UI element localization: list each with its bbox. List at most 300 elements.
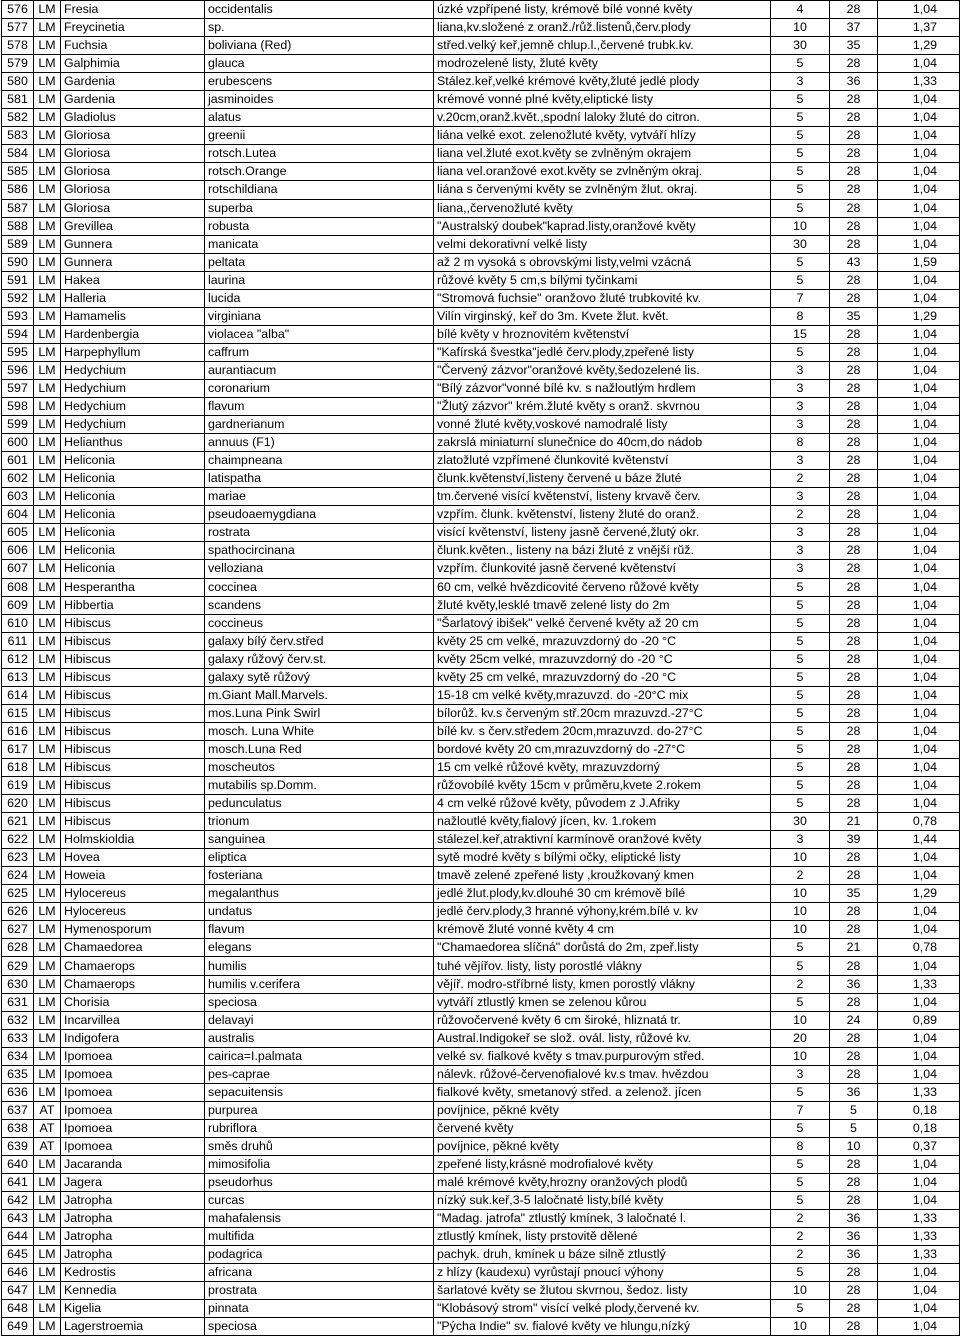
item-number-cell: 589 [2, 235, 34, 253]
item-number-cell: 637 [2, 1101, 34, 1119]
species-cell: pseudorhus [205, 1174, 434, 1192]
category-code-cell: AT [34, 1119, 61, 1137]
seed-count-cell: 5 [771, 632, 830, 650]
genus-cell: Kigelia [61, 1300, 205, 1318]
item-number-cell: 645 [2, 1246, 34, 1264]
species-cell: peltata [205, 253, 434, 271]
item-number-cell: 646 [2, 1264, 34, 1282]
genus-cell: Galphimia [61, 55, 205, 73]
description-cell: malé krémové květy,hrozny oranžových plodů [434, 1174, 771, 1192]
seed-count-cell: 5 [771, 271, 830, 289]
table-row [2, 127, 960, 145]
category-code-cell: LM [34, 975, 61, 993]
item-number-cell: 649 [2, 1318, 34, 1336]
price-cell: 28 [830, 470, 878, 488]
description-cell: vzpřím. člunkovité jasně červené květenství [434, 560, 771, 578]
category-code-cell: LM [34, 19, 61, 37]
price-eur-cell: 1,04 [878, 758, 960, 776]
description-cell: sytě modré květy s bílými očky, eliptické listy [434, 849, 771, 867]
species-cell: coccinea [205, 578, 434, 596]
category-code-cell: LM [34, 668, 61, 686]
description-cell: bílé květy v hroznovitém květenství [434, 325, 771, 343]
price-eur-cell: 1,04 [878, 722, 960, 740]
table-row [2, 253, 960, 271]
category-code-cell: LM [34, 452, 61, 470]
price-cell: 28 [830, 722, 878, 740]
price-cell: 36 [830, 73, 878, 91]
seed-count-cell: 10 [771, 921, 830, 939]
seed-count-cell: 5 [771, 163, 830, 181]
seed-count-cell: 8 [771, 307, 830, 325]
description-cell: "Australský doubek"kaprad.listy,oranžové květy [434, 217, 771, 235]
category-code-cell: LM [34, 885, 61, 903]
description-cell: tuhé vějířov. listy, listy porostlé vlákny [434, 957, 771, 975]
table-row [2, 416, 960, 434]
seed-count-cell: 5 [771, 181, 830, 199]
seed-count-cell: 7 [771, 289, 830, 307]
genus-cell: Chorisia [61, 993, 205, 1011]
description-cell: nažloutlé květy,fialový jícen, kv. 1.rokem [434, 813, 771, 831]
description-cell: tm.červené visící květenství, listeny krvavě červ. [434, 488, 771, 506]
species-cell: humilis v.cerifera [205, 975, 434, 993]
species-cell: eliptica [205, 849, 434, 867]
price-cell: 10 [830, 1137, 878, 1155]
category-code-cell: LM [34, 1065, 61, 1083]
item-number-cell: 639 [2, 1137, 34, 1155]
price-eur-cell: 1,33 [878, 1210, 960, 1228]
genus-cell: Lagerstroemia [61, 1318, 205, 1336]
category-code-cell: LM [34, 524, 61, 542]
price-eur-cell: 1,04 [878, 596, 960, 614]
price-cell: 28 [830, 686, 878, 704]
table-row [2, 1065, 960, 1083]
price-cell: 35 [830, 885, 878, 903]
genus-cell: Hibiscus [61, 650, 205, 668]
species-cell: annuus (F1) [205, 434, 434, 452]
seed-count-cell: 2 [771, 867, 830, 885]
species-cell: flavum [205, 398, 434, 416]
table-row [2, 1083, 960, 1101]
species-cell: virginiana [205, 307, 434, 325]
category-code-cell: LM [34, 578, 61, 596]
seed-count-cell: 5 [771, 939, 830, 957]
item-number-cell: 618 [2, 758, 34, 776]
price-eur-cell: 0,18 [878, 1119, 960, 1137]
description-cell: květy 25 cm velké, mrazuvzdorný do -20 °C [434, 632, 771, 650]
category-code-cell: LM [34, 434, 61, 452]
item-number-cell: 630 [2, 975, 34, 993]
price-cell: 28 [830, 542, 878, 560]
item-number-cell: 636 [2, 1083, 34, 1101]
price-eur-cell: 1,04 [878, 921, 960, 939]
description-cell: visící květenství, listeny jasně červené,žlutý okr. [434, 524, 771, 542]
category-code-cell: LM [34, 849, 61, 867]
category-code-cell: LM [34, 1300, 61, 1318]
genus-cell: Hibbertia [61, 596, 205, 614]
price-eur-cell: 1,04 [878, 542, 960, 560]
table-row [2, 1119, 960, 1137]
price-cell: 36 [830, 1246, 878, 1264]
genus-cell: Hylocereus [61, 903, 205, 921]
price-cell: 28 [830, 758, 878, 776]
item-number-cell: 604 [2, 506, 34, 524]
category-code-cell: LM [34, 217, 61, 235]
species-cell: prostrata [205, 1282, 434, 1300]
seed-count-cell: 5 [771, 777, 830, 795]
genus-cell: Jatropha [61, 1228, 205, 1246]
description-cell: Austral.Indigokeř se slož. ovál. listy, růžové kv. [434, 1029, 771, 1047]
genus-cell: Helianthus [61, 434, 205, 452]
genus-cell: Ipomoea [61, 1083, 205, 1101]
table-row [2, 55, 960, 73]
price-cell: 28 [830, 416, 878, 434]
category-code-cell: LM [34, 1029, 61, 1047]
price-eur-cell: 1,04 [878, 235, 960, 253]
price-eur-cell: 0,78 [878, 813, 960, 831]
price-eur-cell: 1,04 [878, 1192, 960, 1210]
description-cell: bordové květy 20 cm,mrazuvzdorný do -27°C [434, 740, 771, 758]
price-cell: 43 [830, 253, 878, 271]
price-cell: 28 [830, 921, 878, 939]
item-number-cell: 594 [2, 325, 34, 343]
item-number-cell: 580 [2, 73, 34, 91]
price-cell: 35 [830, 307, 878, 325]
price-eur-cell: 1,04 [878, 361, 960, 379]
price-eur-cell: 1,04 [878, 957, 960, 975]
genus-cell: Hedychium [61, 416, 205, 434]
price-eur-cell: 1,04 [878, 686, 960, 704]
genus-cell: Chamaedorea [61, 939, 205, 957]
description-cell: "Šarlatový ibišek" velké červené květy až 20 cm [434, 614, 771, 632]
seed-count-cell: 5 [771, 55, 830, 73]
description-cell: modrozelené listy, žluté květy [434, 55, 771, 73]
genus-cell: Hibiscus [61, 722, 205, 740]
table-row [2, 145, 960, 163]
description-cell: růžové květy 5 cm,s bílými tyčinkami [434, 271, 771, 289]
seed-count-cell: 5 [771, 1264, 830, 1282]
price-cell: 28 [830, 434, 878, 452]
category-code-cell: LM [34, 1210, 61, 1228]
seed-count-cell: 2 [771, 1246, 830, 1264]
seed-count-cell: 15 [771, 325, 830, 343]
item-number-cell: 586 [2, 181, 34, 199]
price-cell: 28 [830, 650, 878, 668]
description-cell: květy 25 cm velké, mrazuvzdorný do -20 °C [434, 668, 771, 686]
genus-cell: Jatropha [61, 1210, 205, 1228]
seed-count-cell: 2 [771, 506, 830, 524]
genus-cell: Hibiscus [61, 777, 205, 795]
species-cell: latispatha [205, 470, 434, 488]
category-code-cell: LM [34, 1, 61, 19]
price-cell: 28 [830, 740, 878, 758]
price-cell: 28 [830, 614, 878, 632]
genus-cell: Kedrostis [61, 1264, 205, 1282]
seed-count-cell: 5 [771, 722, 830, 740]
price-eur-cell: 1,04 [878, 1156, 960, 1174]
item-number-cell: 595 [2, 343, 34, 361]
price-cell: 28 [830, 1156, 878, 1174]
genus-cell: Hardenbergia [61, 325, 205, 343]
species-cell: mutabilis sp.Domm. [205, 777, 434, 795]
price-eur-cell: 1,59 [878, 253, 960, 271]
seed-count-cell: 3 [771, 488, 830, 506]
species-cell: elegans [205, 939, 434, 957]
species-cell: speciosa [205, 1318, 434, 1336]
item-number-cell: 591 [2, 271, 34, 289]
price-eur-cell: 1,04 [878, 181, 960, 199]
price-cell: 24 [830, 1011, 878, 1029]
item-number-cell: 640 [2, 1156, 34, 1174]
table-row [2, 361, 960, 379]
category-code-cell: LM [34, 1083, 61, 1101]
price-eur-cell: 1,04 [878, 470, 960, 488]
price-eur-cell: 1,04 [878, 506, 960, 524]
species-cell: sp. [205, 19, 434, 37]
genus-cell: Hedychium [61, 361, 205, 379]
table-row [2, 632, 960, 650]
item-number-cell: 593 [2, 307, 34, 325]
seed-count-cell: 5 [771, 668, 830, 686]
table-row [2, 903, 960, 921]
table-row [2, 1047, 960, 1065]
species-cell: curcas [205, 1192, 434, 1210]
item-number-cell: 607 [2, 560, 34, 578]
price-cell: 28 [830, 398, 878, 416]
species-cell: violacea "alba" [205, 325, 434, 343]
category-code-cell: LM [34, 379, 61, 397]
species-cell: flavum [205, 921, 434, 939]
description-cell: "Bílý zázvor"vonné bílé kv. s nažloutlým hrdlem [434, 379, 771, 397]
description-cell: "Stromová fuchsie" oranžovo žluté trubkovité kv. [434, 289, 771, 307]
category-code-cell: LM [34, 271, 61, 289]
item-number-cell: 601 [2, 452, 34, 470]
price-cell: 28 [830, 1282, 878, 1300]
category-code-cell: LM [34, 1246, 61, 1264]
price-eur-cell: 1,44 [878, 831, 960, 849]
price-eur-cell: 1,04 [878, 163, 960, 181]
description-cell: Stález.keř,velké krémové květy,žluté jedlé plody [434, 73, 771, 91]
seed-count-cell: 5 [771, 109, 830, 127]
seed-count-cell: 2 [771, 1228, 830, 1246]
category-code-cell: LM [34, 289, 61, 307]
seed-count-cell: 5 [771, 795, 830, 813]
table-row [2, 488, 960, 506]
price-cell: 28 [830, 235, 878, 253]
item-number-cell: 585 [2, 163, 34, 181]
species-cell: coronarium [205, 379, 434, 397]
category-code-cell: LM [34, 831, 61, 849]
price-cell: 28 [830, 560, 878, 578]
table-row [2, 524, 960, 542]
table-row [2, 1011, 960, 1029]
species-cell: delavayi [205, 1011, 434, 1029]
category-code-cell: LM [34, 199, 61, 217]
price-eur-cell: 1,04 [878, 668, 960, 686]
genus-cell: Hibiscus [61, 614, 205, 632]
seed-count-cell: 5 [771, 145, 830, 163]
table-row [2, 1300, 960, 1318]
seed-count-cell: 2 [771, 470, 830, 488]
item-number-cell: 624 [2, 867, 34, 885]
table-row [2, 1137, 960, 1155]
seed-count-cell: 10 [771, 903, 830, 921]
price-cell: 28 [830, 379, 878, 397]
category-code-cell: LM [34, 307, 61, 325]
genus-cell: Indigofera [61, 1029, 205, 1047]
price-eur-cell: 1,29 [878, 885, 960, 903]
category-code-cell: LM [34, 1318, 61, 1336]
genus-cell: Heliconia [61, 542, 205, 560]
genus-cell: Fresia [61, 1, 205, 19]
item-number-cell: 578 [2, 37, 34, 55]
price-cell: 28 [830, 55, 878, 73]
seed-count-cell: 5 [771, 758, 830, 776]
species-cell: erubescens [205, 73, 434, 91]
item-number-cell: 609 [2, 596, 34, 614]
table-row [2, 398, 960, 416]
description-cell: vonné žluté květy,voskové namodralé listy [434, 416, 771, 434]
price-cell: 28 [830, 199, 878, 217]
description-cell: růžovočervené květy 6 cm široké, hliznatá tr. [434, 1011, 771, 1029]
description-cell: vzpřím. člunk. květenství, listeny žluté do oranž. [434, 506, 771, 524]
description-cell: stálezel.keř,atraktivní karmínově oranžové květy [434, 831, 771, 849]
item-number-cell: 612 [2, 650, 34, 668]
seed-count-cell: 8 [771, 434, 830, 452]
genus-cell: Incarvillea [61, 1011, 205, 1029]
genus-cell: Gloriosa [61, 199, 205, 217]
genus-cell: Chamaerops [61, 957, 205, 975]
description-cell: růžovobílé květy 15cm v průměru,kvete 2.rokem [434, 777, 771, 795]
description-cell: liana,kv.složené z oranž./růž.listenů,červ.plody [434, 19, 771, 37]
description-cell: pachyk. druh, kmínek u báze silně ztlustlý [434, 1246, 771, 1264]
category-code-cell: LM [34, 614, 61, 632]
seed-count-cell: 3 [771, 524, 830, 542]
genus-cell: Hedychium [61, 379, 205, 397]
price-eur-cell: 0,78 [878, 939, 960, 957]
price-cell: 28 [830, 1318, 878, 1336]
item-number-cell: 643 [2, 1210, 34, 1228]
price-cell: 28 [830, 145, 878, 163]
description-cell: liána s červenými květy se zvlněným žlut. okraj. [434, 181, 771, 199]
price-cell: 28 [830, 488, 878, 506]
category-code-cell: LM [34, 1282, 61, 1300]
table-row [2, 325, 960, 343]
price-cell: 28 [830, 325, 878, 343]
price-cell: 36 [830, 975, 878, 993]
seed-count-cell: 5 [771, 91, 830, 109]
price-cell: 37 [830, 19, 878, 37]
species-cell: coccineus [205, 614, 434, 632]
table-row [2, 181, 960, 199]
table-row [2, 73, 960, 91]
seed-count-cell: 5 [771, 740, 830, 758]
price-eur-cell: 1,04 [878, 379, 960, 397]
category-code-cell: LM [34, 1174, 61, 1192]
price-cell: 28 [830, 271, 878, 289]
seed-count-cell: 5 [771, 957, 830, 975]
price-eur-cell: 1,33 [878, 73, 960, 91]
seed-count-cell: 10 [771, 217, 830, 235]
table-row [2, 343, 960, 361]
species-cell: velloziana [205, 560, 434, 578]
seed-count-cell: 3 [771, 416, 830, 434]
genus-cell: Ipomoea [61, 1065, 205, 1083]
description-cell: velké sv. fialkové květy s tmav.purpurovým střed. [434, 1047, 771, 1065]
genus-cell: Halleria [61, 289, 205, 307]
item-number-cell: 638 [2, 1119, 34, 1137]
item-number-cell: 642 [2, 1192, 34, 1210]
species-cell: megalanthus [205, 885, 434, 903]
price-cell: 28 [830, 777, 878, 795]
description-cell: "Madag. jatrofa" ztlustlý kmínek, 3 laločnaté l. [434, 1210, 771, 1228]
category-code-cell: LM [34, 758, 61, 776]
table-row [2, 758, 960, 776]
species-cell: spathocircinana [205, 542, 434, 560]
genus-cell: Hymenosporum [61, 921, 205, 939]
species-cell: speciosa [205, 993, 434, 1011]
category-code-cell: LM [34, 560, 61, 578]
category-code-cell: LM [34, 398, 61, 416]
table-row [2, 795, 960, 813]
item-number-cell: 602 [2, 470, 34, 488]
table-row [2, 686, 960, 704]
seed-count-cell: 5 [771, 127, 830, 145]
species-cell: laurina [205, 271, 434, 289]
price-cell: 28 [830, 217, 878, 235]
seed-count-cell: 5 [771, 1192, 830, 1210]
seed-count-cell: 5 [771, 686, 830, 704]
price-cell: 28 [830, 361, 878, 379]
seed-count-cell: 10 [771, 1282, 830, 1300]
seed-count-cell: 10 [771, 1011, 830, 1029]
table-row [2, 867, 960, 885]
species-cell: manicata [205, 235, 434, 253]
price-cell: 28 [830, 849, 878, 867]
price-eur-cell: 1,04 [878, 1047, 960, 1065]
genus-cell: Gladiolus [61, 109, 205, 127]
seed-count-cell: 5 [771, 343, 830, 361]
price-eur-cell: 1,04 [878, 271, 960, 289]
price-eur-cell: 0,18 [878, 1101, 960, 1119]
price-eur-cell: 0,37 [878, 1137, 960, 1155]
species-cell: mos.Luna Pink Swirl [205, 704, 434, 722]
table-row [2, 1246, 960, 1264]
price-eur-cell: 1,04 [878, 416, 960, 434]
seed-count-cell: 3 [771, 831, 830, 849]
species-cell: occidentalis [205, 1, 434, 19]
species-cell: pes-caprae [205, 1065, 434, 1083]
genus-cell: Gardenia [61, 91, 205, 109]
table-row [2, 722, 960, 740]
species-cell: galaxy sytě růžový [205, 668, 434, 686]
species-cell: greenii [205, 127, 434, 145]
table-row [2, 506, 960, 524]
description-cell: "Červený zázvor"oranžové květy,šedozelené lis. [434, 361, 771, 379]
table-row [2, 379, 960, 397]
category-code-cell: LM [34, 181, 61, 199]
category-code-cell: LM [34, 416, 61, 434]
price-eur-cell: 1,04 [878, 109, 960, 127]
price-cell: 28 [830, 1300, 878, 1318]
description-cell: střed.velký keř,jemně chlup.l.,červené trubk.kv. [434, 37, 771, 55]
description-cell: "Žlutý zázvor" krém.žluté květy s oranž. skvrnou [434, 398, 771, 416]
species-cell: lucida [205, 289, 434, 307]
price-eur-cell: 1,04 [878, 145, 960, 163]
price-cell: 28 [830, 795, 878, 813]
description-cell: velmi dekorativní velké listy [434, 235, 771, 253]
item-number-cell: 582 [2, 109, 34, 127]
description-cell: "Klobásový strom" visící velké plody,červené kv. [434, 1300, 771, 1318]
